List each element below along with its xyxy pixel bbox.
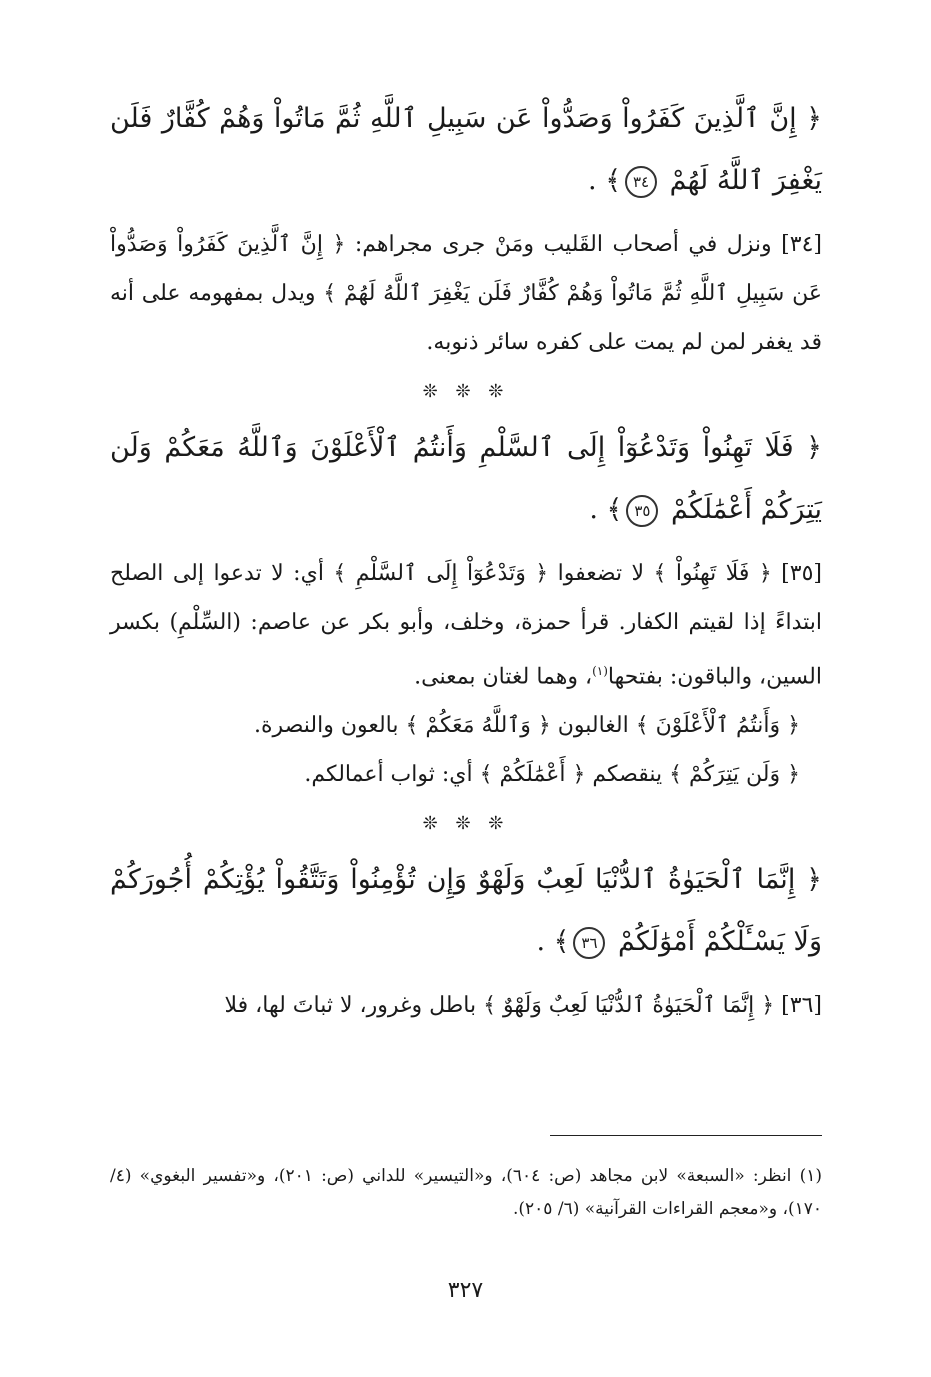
quran-verse-36: [110, 849, 822, 973]
verse-closing: ﴾ .: [588, 165, 622, 196]
aya-number-badge: ٣٤: [625, 166, 657, 198]
commentary-35: [110, 549, 822, 701]
section-separator: ❊ ❊ ❊: [422, 813, 510, 835]
page-number: ٣٢٧: [447, 1278, 484, 1303]
quran-verse-34: [110, 88, 822, 212]
commentary-34: [٣٤] ونزل في أصحاب القَليب ومَنْ جرى مجراهم: ﴿ إِنَّ ٱلَّذِينَ كَفَرُواْ وَصَدُّواْ عَن سَبِيلِ ٱللَّهِ ثُمَّ مَاتُواْ وَهُمْ كُفَّارٌ فَلَن يَغْفِرَ ٱللَّهُ لَهُمْ ﴾ ويدل بمفهومه على أنه قد يغفر لمن لم يمت على كفره سائر ذنوبه.: [110, 232, 822, 355]
commentary-35-a: ﴿ وَأَنتُمُ ٱلْأَعْلَوْنَ ﴾ الغالبون ﴿ وَٱللَّهُ مَعَكُمْ ﴾ بالعون والنصرة.: [254, 713, 800, 739]
quran-verse-35: [110, 417, 822, 541]
commentary-36: [٣٦] ﴿ إِنَّمَا ٱلْحَيَوٰةُ ٱلدُّنْيَا لَعِبٌ وَلَهْوٌ ﴾ باطل وغرور، لا ثباتَ لها، فلا: [224, 993, 822, 1019]
verse-closing: ﴾ .: [589, 494, 623, 525]
page-body: [110, 88, 822, 1030]
commentary-text: [٣٥] ﴿ فَلَا تَهِنُواْ ﴾ لا تضعفوا ﴿ وَتَدْعُوٓاْ إِلَى ٱلسَّلْمِ ﴾ أي: لا تدعوا إلى الصلح ابتداءً إذا لقيتم الكفار. قرأ حمزة، وخلف، وأبو بكر عن عاصم: (السِّلْمِ) بكسر السين، والباقون: بفتحها: [110, 561, 822, 690]
verse-text: ﴿ إِنَّمَا ٱلْحَيَوٰةُ ٱلدُّنْيَا لَعِبٌ وَلَهْوٌ وَإِن تُؤْمِنُواْ وَتَتَّقُواْ يُؤْتِكُمْ أُجُورَكُمْ وَلَا يَسْـَٔلْكُمْ أَمْوَٰلَكُمْ: [110, 864, 822, 958]
footnote-marker: (١): [592, 664, 608, 678]
commentary-tail: ، وهما لغتان بمعنى.: [414, 664, 593, 690]
verse-text: ﴿ فَلَا تَهِنُواْ وَتَدْعُوٓاْ إِلَى ٱلسَّلْمِ وَأَنتُمُ ٱلْأَعْلَوْنَ وَٱللَّهُ مَعَكُمْ وَلَن يَتِرَكُمْ أَعْمَٰلَكُمْ: [110, 432, 822, 525]
footnote-divider: [550, 1135, 822, 1136]
footnote: (١) انظر: «السبعة» لابن مجاهد (ص: ٦٠٤)، و«التيسير» للداني (ص: ٢٠١)، و«تفسير البغوي» (٤/ ١٧٠)، و«معجم القراءات القرآنية» (٦/ ٢٠٥).: [110, 1166, 822, 1219]
aya-number-badge: ٣٥: [626, 495, 658, 527]
verse-closing: ﴾ .: [536, 926, 570, 958]
commentary-35-b: ﴿ وَلَن يَتِرَكُمْ ﴾ ينقصكم ﴿ أَعْمَٰلَكُمْ ﴾ أي: ثواب أعمالكم.: [304, 762, 800, 788]
section-separator: ❊ ❊ ❊: [422, 381, 510, 402]
aya-number-badge: ٣٦: [573, 927, 605, 959]
verse-text: ﴿ إِنَّ ٱلَّذِينَ كَفَرُواْ وَصَدُّواْ عَن سَبِيلِ ٱللَّهِ ثُمَّ مَاتُواْ وَهُمْ كُفَّارٌ فَلَن يَغْفِرَ ٱللَّهُ لَهُمْ: [110, 103, 822, 196]
